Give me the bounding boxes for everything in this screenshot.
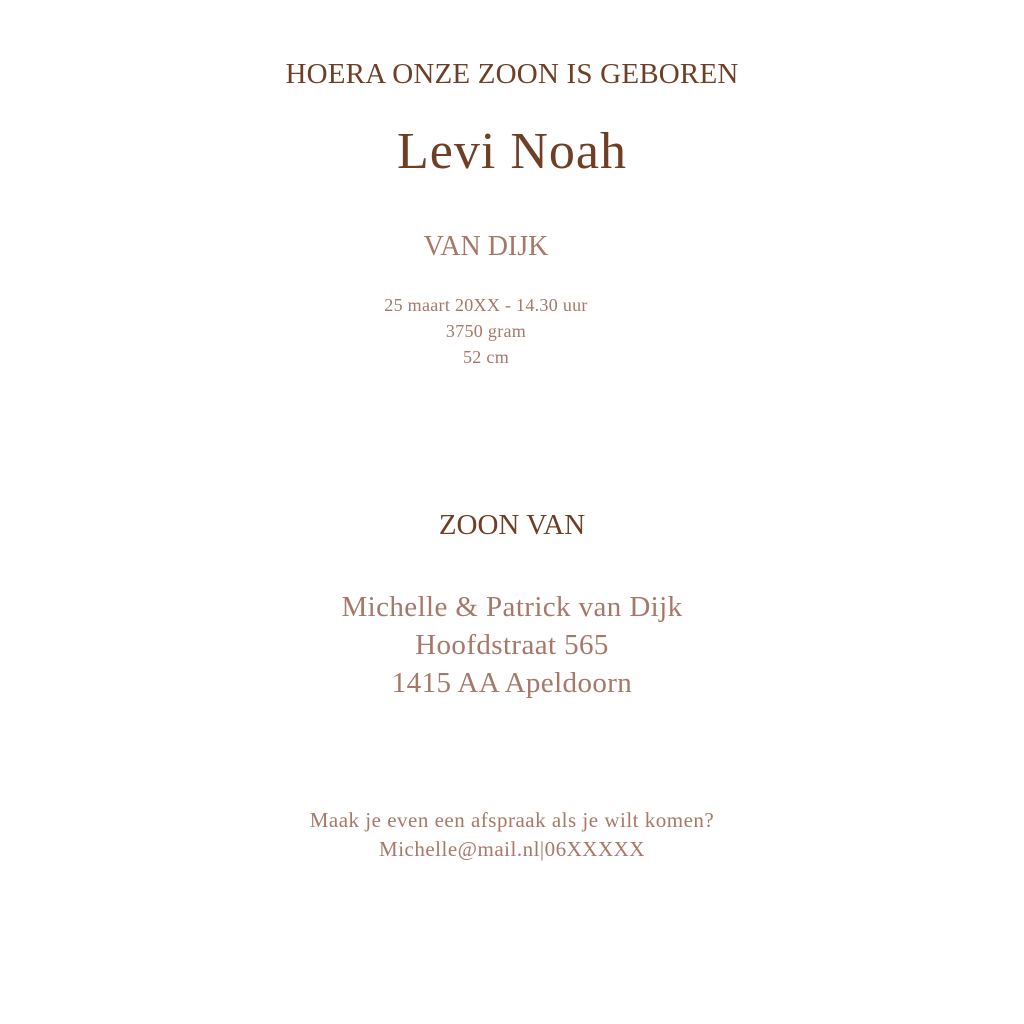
birth-details [0, 292, 998, 370]
birth-weight: 3750 gram [445, 321, 527, 341]
visit-appointment-note: Maak je even een afspraak als je wilt komen? [309, 808, 715, 832]
announcement-heading: HOERA ONZE ZOON IS GEBOREN [285, 58, 739, 90]
birth-date-time: 25 maart 20XX - 14.30 uur [384, 295, 588, 315]
contact-email-phone: Michelle@mail.nl|06XXXXX [379, 837, 645, 861]
parent-postcode-city: 1415 AA Apeldoorn [391, 667, 633, 699]
baby-surname: VAN DIJK [423, 231, 549, 262]
birth-length: 52 cm [463, 347, 509, 367]
parent-street-address: Hoofdstraat 565 [415, 629, 609, 661]
son-of-heading: ZOON VAN [438, 509, 586, 541]
baby-first-names: Levi Noah [397, 123, 627, 180]
parent-names: Michelle & Patrick van Dijk [341, 591, 683, 623]
parents-block [0, 588, 1024, 702]
contact-block [0, 806, 1024, 864]
